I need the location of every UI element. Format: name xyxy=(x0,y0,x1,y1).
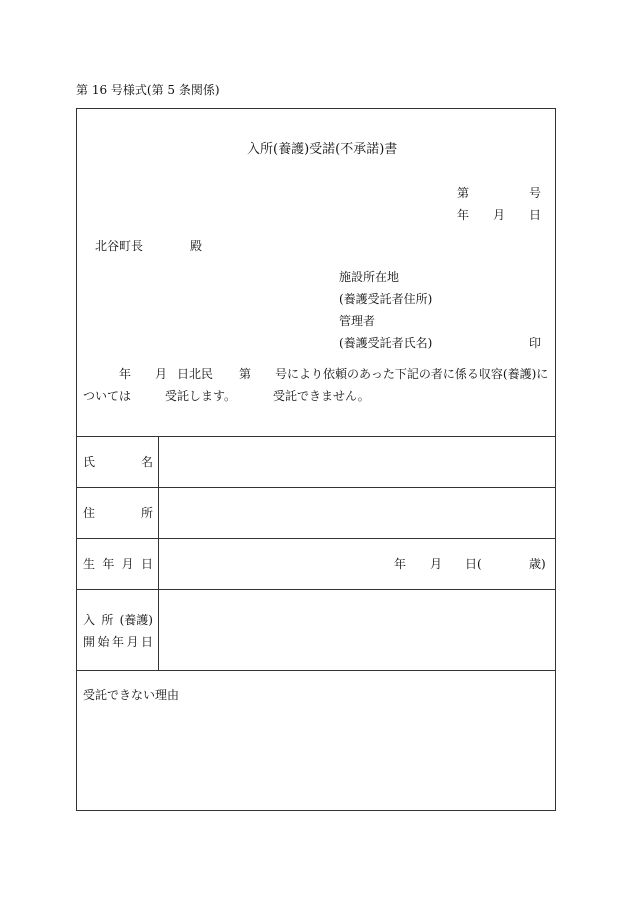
birthdate-month: 月 xyxy=(430,557,443,571)
birthdate-label: 生 年 月 日 xyxy=(83,557,153,571)
table-divider xyxy=(77,487,555,488)
form-title: 入所(養護)受諾(不承諾)書 xyxy=(247,142,398,157)
table-divider xyxy=(77,538,555,539)
addressee-name: 北谷町長 xyxy=(95,239,144,253)
name-label: 氏 名 xyxy=(83,455,153,469)
age-label: 歳) xyxy=(529,557,546,571)
doc-date-day: 日 xyxy=(529,208,542,222)
admission-label-line1: 入 所 (養護) xyxy=(83,613,153,627)
table-divider xyxy=(77,670,555,671)
facility-address-label-sub: (養護受託者住所) xyxy=(339,292,433,306)
seal-mark: 印 xyxy=(529,336,542,350)
accept-option: 受託します。 xyxy=(165,389,237,403)
table-column-divider xyxy=(158,436,159,670)
addressee-honorific: 殿 xyxy=(190,239,203,253)
facility-address-label: 施設所在地 xyxy=(339,270,400,284)
doc-date-month: 月 xyxy=(493,208,506,222)
body-dai: 第 xyxy=(239,367,252,381)
doc-date-year: 年 xyxy=(457,208,470,222)
birthdate-year: 年 xyxy=(394,557,407,571)
form-number-label: 第 16 号様式(第 5 条関係) xyxy=(76,83,220,97)
doc-number-dai: 第 xyxy=(457,186,470,200)
address-label: 住 所 xyxy=(83,506,153,520)
form-box xyxy=(76,108,556,811)
manager-label: 管理者 xyxy=(339,314,376,328)
decline-option: 受託できません。 xyxy=(273,389,370,403)
body-year: 年 xyxy=(119,367,132,381)
doc-number-go: 号 xyxy=(529,186,542,200)
birthdate-day: 日( xyxy=(465,557,482,571)
manager-label-sub: (養護受託者氏名) xyxy=(339,336,433,350)
admission-label-line2: 開 始 年 月 日 xyxy=(83,635,153,649)
body-line2-start: ついては xyxy=(83,389,132,403)
body-month: 月 xyxy=(155,367,168,381)
table-divider xyxy=(77,436,555,437)
reason-label: 受託できない理由 xyxy=(83,688,180,702)
table-divider xyxy=(77,589,555,590)
body-line1-rest: 号により依頼のあった下記の者に係る収容(養護)に xyxy=(275,367,549,381)
body-day-prefix: 日北民 xyxy=(177,367,214,381)
